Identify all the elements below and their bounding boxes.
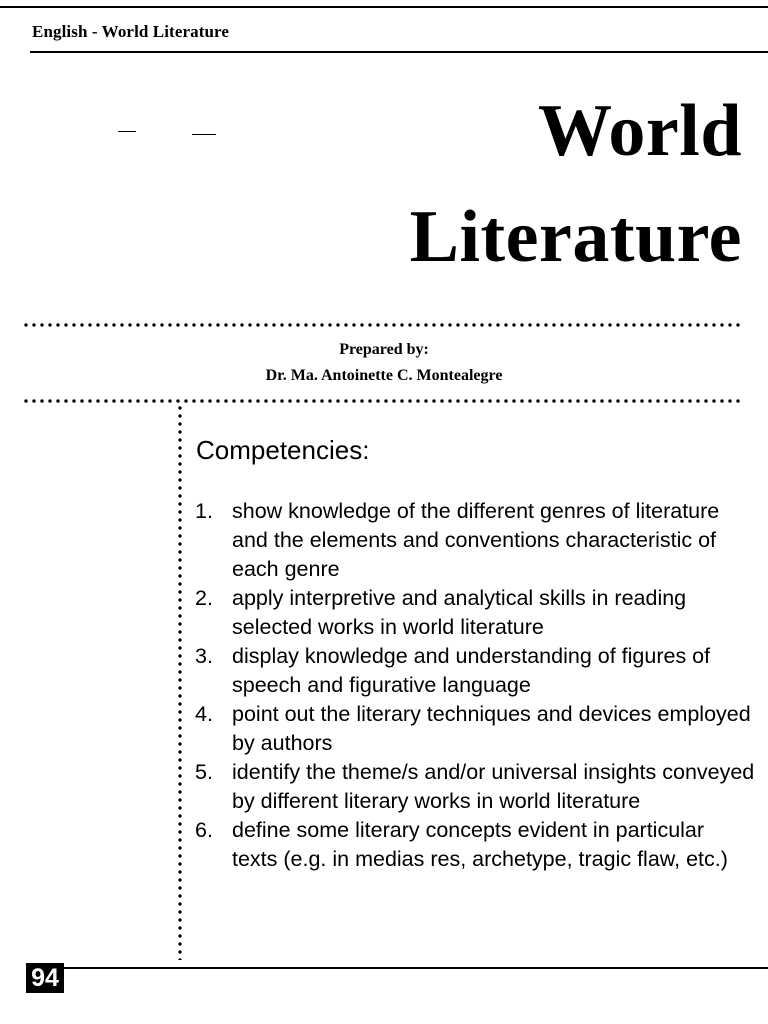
competency-item (195, 642, 755, 700)
competency-text: show knowledge of the different genres of literature and the elements and conventions characteristic of each genre (232, 499, 720, 581)
scan-speck (118, 131, 136, 132)
author-name: Dr. Ma. Antoinette C. Montealegre (265, 367, 503, 384)
competency-item (195, 497, 755, 584)
scan-speck (192, 134, 216, 135)
dotted-separator-bottom (22, 399, 744, 403)
competency-text: apply interpretive and analytical skills in reading selected works in world literature (232, 586, 687, 639)
competency-number: 2. (195, 586, 213, 610)
competency-text: display knowledge and understanding of figures of speech and figurative language (232, 644, 711, 697)
dotted-column-divider (178, 404, 182, 960)
page-title-line-1: World (538, 90, 742, 172)
competencies-list (195, 497, 755, 874)
competency-number: 3. (195, 644, 213, 668)
competency-text: identify the theme/s and/or universal insights conveyed by different literary works in world literature (232, 760, 755, 813)
header-bottom-rule (30, 51, 768, 53)
competency-item (195, 758, 755, 816)
competencies-heading: Competencies: (196, 435, 370, 465)
competency-item (195, 584, 755, 642)
competency-number: 5. (195, 760, 213, 784)
dotted-separator-top (22, 323, 744, 327)
page-title-line-2: Literature (409, 196, 742, 278)
competency-text: point out the literary techniques and devices employed by authors (232, 702, 751, 755)
competency-item (195, 816, 755, 874)
competency-text: define some literary concepts evident in particular texts (e.g. in medias res, archetype, tragic flaw, etc.) (232, 818, 728, 871)
footer-rule (64, 967, 768, 969)
header-top-rule (0, 6, 768, 8)
competency-number: 1. (195, 499, 213, 523)
section-label: English - World Literature (32, 22, 230, 41)
page-number: 94 (26, 963, 64, 993)
competency-number: 6. (195, 818, 213, 842)
competency-number: 4. (195, 702, 213, 726)
prepared-by-label: Prepared by: (339, 341, 429, 358)
competency-item (195, 700, 755, 758)
